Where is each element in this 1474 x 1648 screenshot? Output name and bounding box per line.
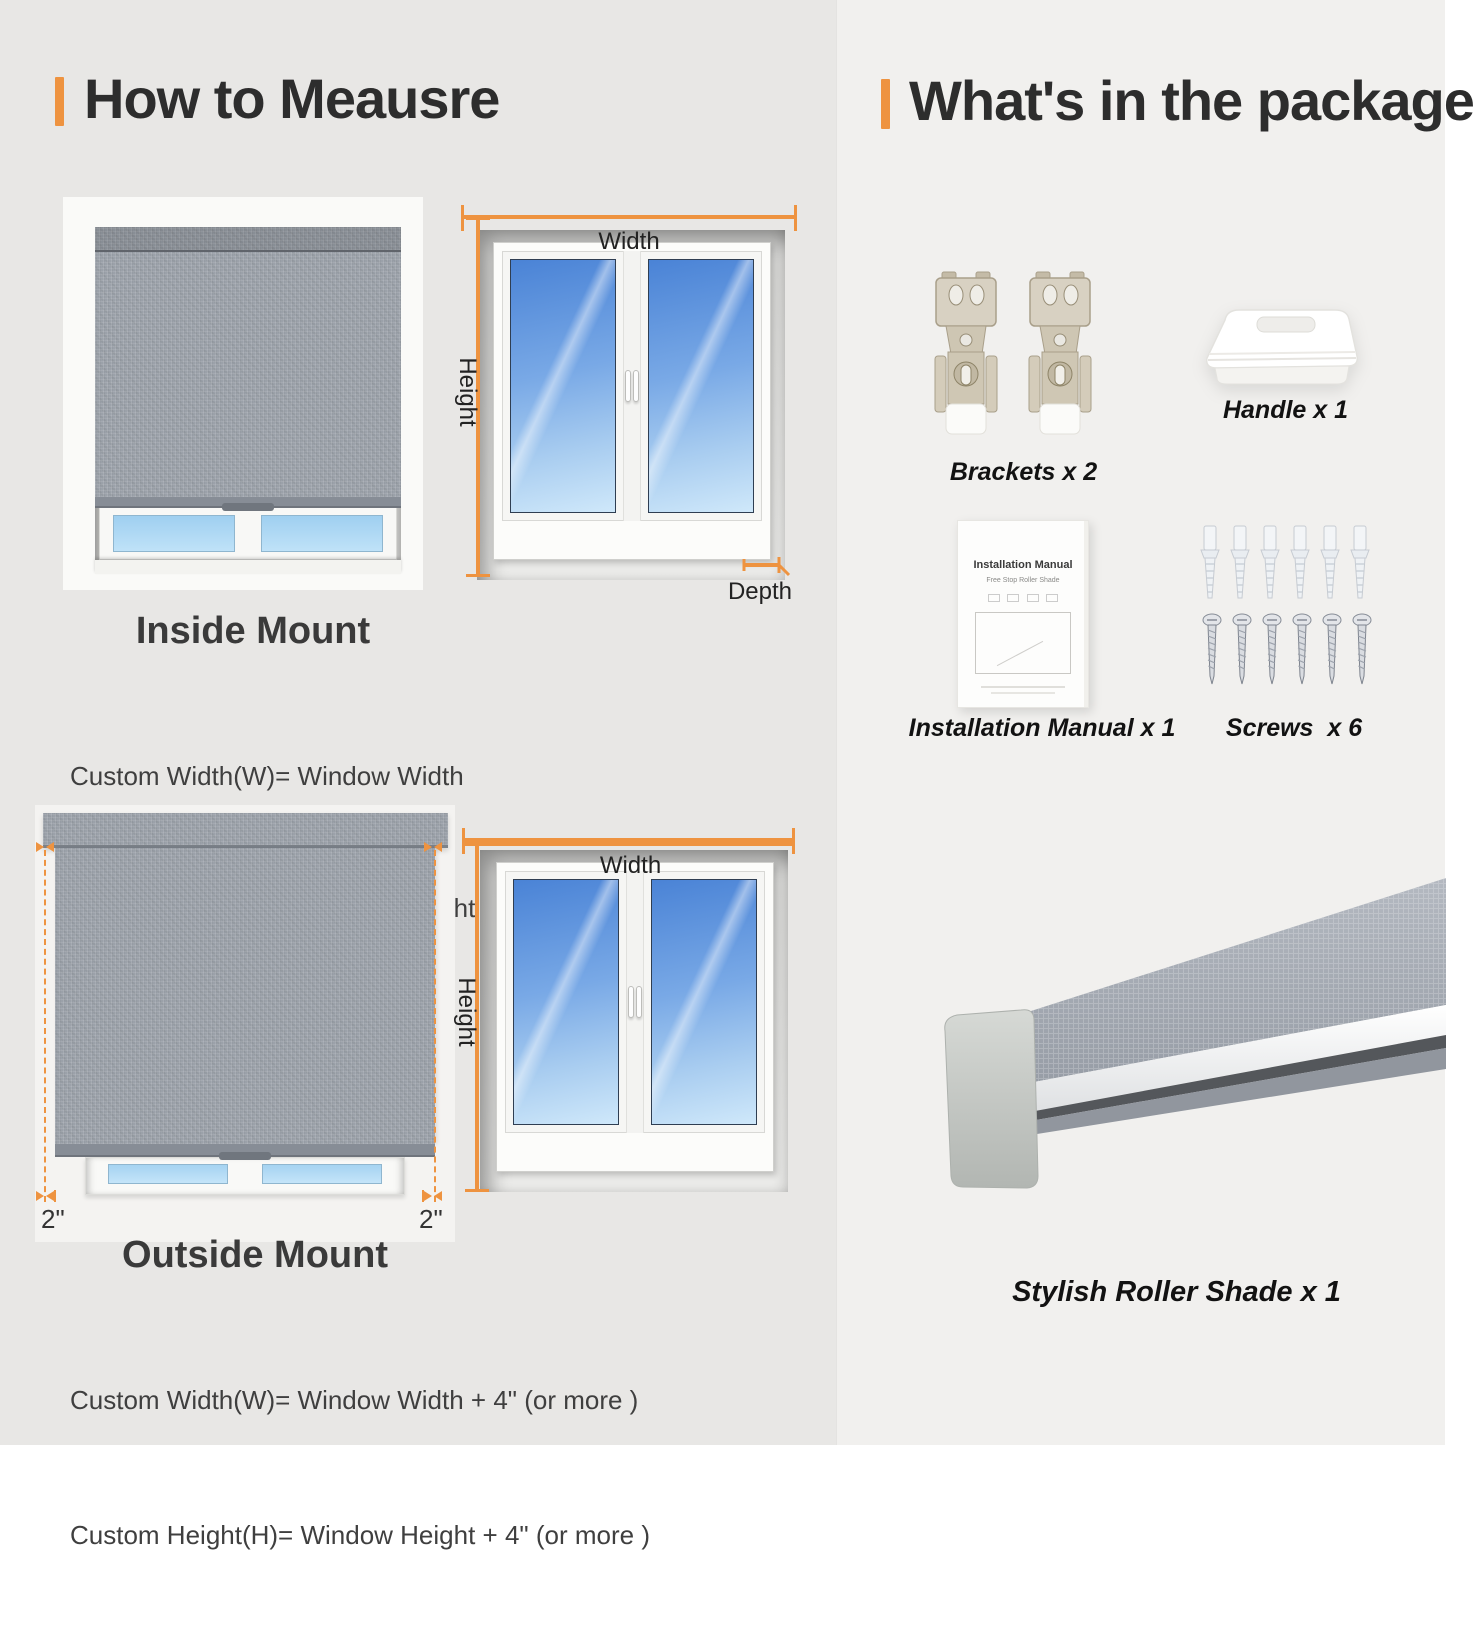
window-mullion	[626, 871, 644, 1133]
arrow-mark	[424, 842, 432, 852]
offset-left-label: 2"	[41, 1204, 65, 1234]
measure-title: How to Meausre	[84, 67, 500, 130]
window-sash-left	[505, 871, 627, 1133]
title-accent-bar	[55, 77, 64, 126]
outside-mount-heading: Outside Mount	[122, 1234, 388, 1276]
window-handle-right	[633, 370, 639, 402]
window-recess	[95, 227, 401, 574]
shade-bottom-rail	[55, 1144, 435, 1157]
screws-image	[1199, 524, 1385, 694]
width-label: Width	[599, 852, 662, 879]
roller-shade-product-image	[881, 846, 1446, 1186]
shade-bottom-rail	[95, 497, 401, 508]
outside-mount-diagram	[453, 820, 803, 1240]
window-handle-left	[628, 986, 634, 1018]
title-accent-bar	[881, 79, 890, 129]
window-sash-right	[640, 251, 762, 521]
arrow-mark	[424, 1191, 432, 1201]
window-mullion	[623, 251, 641, 521]
shade-fabric	[55, 848, 435, 1144]
manual-cover-figure	[975, 612, 1071, 674]
measure-dash-left	[44, 850, 46, 1202]
offset-right-label: 2"	[419, 1204, 443, 1234]
shade-handle-tab	[222, 503, 274, 511]
outside-mount-photo	[35, 805, 455, 1242]
manual-cover-subtitle: Free Stop Roller Shade	[986, 577, 1060, 584]
installation-manual-image	[957, 520, 1089, 708]
width-measure-line	[462, 838, 795, 846]
roller-shade-label: Stylish Roller Shade x 1	[1012, 1276, 1341, 1308]
roller-shade	[95, 227, 401, 508]
diagram-window	[496, 862, 774, 1172]
width-measure-line	[461, 215, 797, 219]
manual-cover-footline	[991, 692, 1055, 694]
tick-mark	[422, 1190, 424, 1202]
window-frame	[99, 507, 397, 560]
glass-right	[651, 879, 757, 1125]
diagram-window	[493, 242, 771, 560]
manual-cover-icons	[988, 594, 1058, 602]
arrow-mark	[434, 1191, 442, 1201]
handle-label: Handle x 1	[1222, 396, 1349, 424]
shade-handle-tab	[219, 1152, 271, 1160]
depth-label: Depth	[727, 578, 793, 605]
outside-note-1: Custom Width(W)= Window Width + 4" (or more )	[70, 1385, 639, 1415]
glass-left	[513, 879, 619, 1125]
arrow-mark	[46, 842, 54, 852]
arrow-mark	[36, 842, 44, 852]
screws-label: Screws x 6	[1225, 714, 1363, 742]
glass-right	[648, 259, 754, 513]
manual-label: Installation Manual x 1	[908, 714, 1176, 742]
outside-note-2: Custom Height(H)= Window Height + 4" (or more )	[70, 1520, 650, 1550]
inside-mount-heading: Inside Mount	[135, 610, 371, 652]
window-frame	[85, 1157, 405, 1195]
window-sash-right	[643, 871, 765, 1133]
height-label: Height	[453, 977, 480, 1047]
manual-cover-footline	[981, 686, 1065, 688]
glass-left	[510, 259, 616, 513]
window-pane-left	[108, 1164, 228, 1184]
window-pane-right	[261, 515, 383, 552]
height-label: Height	[454, 357, 481, 427]
brackets-label: Brackets x 2	[949, 458, 1098, 486]
window-handle-left	[625, 370, 631, 402]
arrow-mark	[434, 842, 442, 852]
diagram-alcove	[477, 230, 785, 580]
shade-fabric	[95, 252, 401, 497]
inside-mount-photo	[63, 197, 423, 590]
tick-mark	[54, 1190, 56, 1202]
window-handle-right	[636, 986, 642, 1018]
brackets-image	[934, 272, 1100, 438]
window-sash-left	[502, 251, 624, 521]
outside-mount-notes	[70, 1288, 650, 1648]
arrow-mark	[36, 1191, 44, 1201]
depth-measure-glyph	[741, 556, 791, 578]
width-label: Width	[598, 228, 660, 255]
package-section	[836, 0, 1474, 1445]
window-pane-left	[113, 515, 235, 552]
manual-cover-title: Installation Manual	[973, 559, 1073, 571]
window-sill	[95, 560, 401, 574]
shade-cassette	[95, 227, 401, 252]
window-pane-right	[262, 1164, 382, 1184]
inside-mount-diagram	[455, 204, 803, 604]
diagram-alcove	[480, 850, 788, 1192]
package-title: What's in the package	[909, 69, 1474, 132]
measure-dash-right	[434, 850, 436, 1202]
arrow-mark	[46, 1191, 54, 1201]
shade-cassette	[43, 813, 448, 848]
inside-note-1: Custom Width(W)= Window Width	[70, 761, 464, 791]
handle-image	[1197, 298, 1375, 394]
